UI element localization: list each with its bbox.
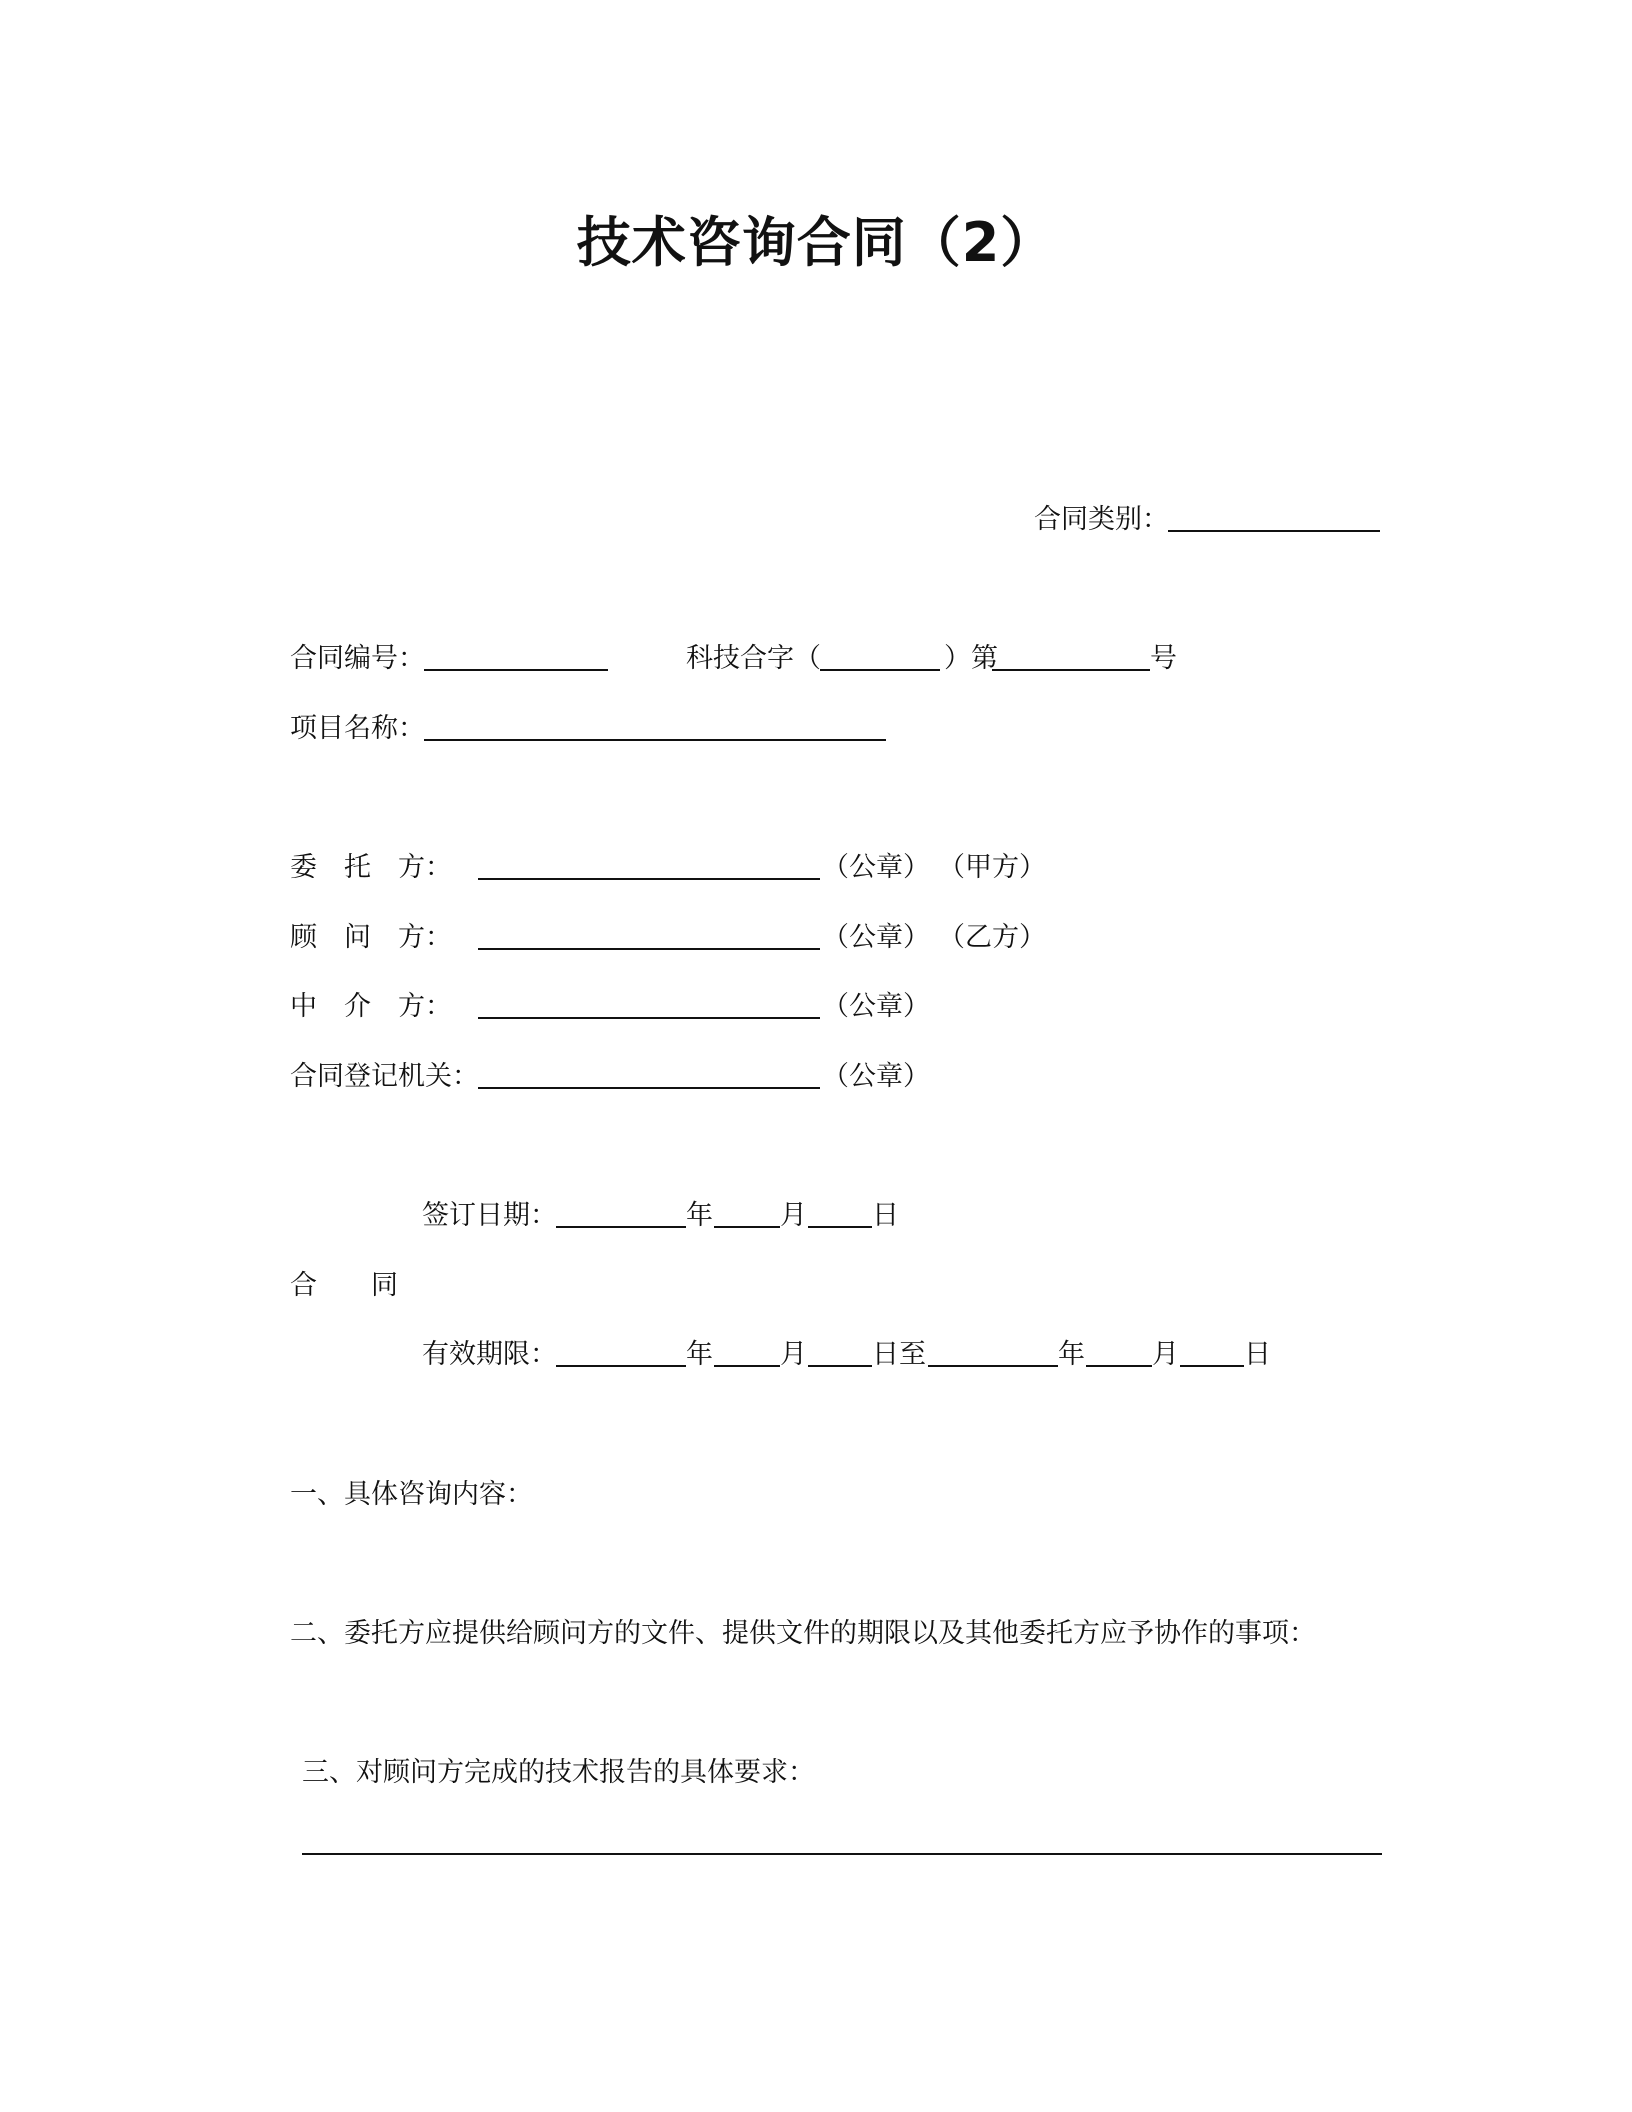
contract-no-field[interactable] [424,669,608,671]
intermediary-label: 中 介 方： [290,991,452,1022]
valid-to-day-field[interactable] [1180,1365,1244,1367]
valid-to-year-field[interactable] [928,1365,1058,1367]
valid-from-month-unit: 月 [780,1339,807,1370]
valid-to-year-unit: 年 [1058,1339,1085,1370]
sign-month-field[interactable] [714,1226,780,1228]
consultant-seal: （公章） [822,922,930,953]
sign-date-label: 签订日期： [422,1200,557,1231]
client-label: 委 托 方： [290,852,452,883]
section-3-answer-line[interactable] [302,1853,1382,1855]
valid-to-day-unit: 日 [1244,1339,1271,1370]
sign-day-unit: 日 [872,1200,899,1231]
party-a-tag: （甲方） [938,852,1046,883]
valid-from-month-field[interactable] [714,1365,780,1367]
registry-field[interactable] [478,1087,820,1089]
valid-to-month-field[interactable] [1086,1365,1152,1367]
intermediary-seal: （公章） [822,991,930,1022]
section-3-heading: 三、对顾问方完成的技术报告的具体要求： [302,1757,815,1788]
contract-type-label: 合同类别： [1034,504,1169,535]
party-b-tag: （乙方） [938,922,1046,953]
sign-year-unit: 年 [686,1200,713,1231]
section-2-heading: 二、委托方应提供给顾问方的文件、提供文件的期限以及其他委托方应予协作的事项： [290,1618,1316,1649]
tech-contract-number-field[interactable] [992,669,1150,671]
registry-seal: （公章） [822,1061,930,1092]
intermediary-field[interactable] [478,1017,820,1019]
valid-from-year-unit: 年 [686,1339,713,1370]
project-name-label: 项目名称： [290,713,425,744]
project-name-field[interactable] [424,739,886,741]
consultant-field[interactable] [478,948,820,950]
registry-label: 合同登记机关： [290,1061,479,1092]
sign-day-field[interactable] [808,1226,872,1228]
client-seal: （公章） [822,852,930,883]
consultant-label: 顾 问 方： [290,922,452,953]
page-title: 技术咨询合同（2） [576,211,1056,274]
client-field[interactable] [478,878,820,880]
contract-no-label: 合同编号： [290,643,425,674]
valid-from-day-unit: 日至 [872,1339,926,1370]
valid-to-month-unit: 月 [1152,1339,1179,1370]
tech-contract-prefix: 科技合字（ [686,643,821,674]
validity-label: 有效期限： [422,1339,557,1370]
tech-contract-suffix: 号 [1150,643,1177,674]
sign-year-field[interactable] [556,1226,686,1228]
contract-type-field[interactable] [1168,530,1380,532]
tech-contract-year-field[interactable] [820,669,940,671]
section-1-heading: 一、具体咨询内容： [290,1479,533,1510]
valid-from-year-field[interactable] [556,1365,686,1367]
valid-from-day-field[interactable] [808,1365,872,1367]
contract-label: 合 同 [290,1270,398,1301]
sign-month-unit: 月 [780,1200,807,1231]
tech-contract-mid: ）第 [944,643,998,674]
